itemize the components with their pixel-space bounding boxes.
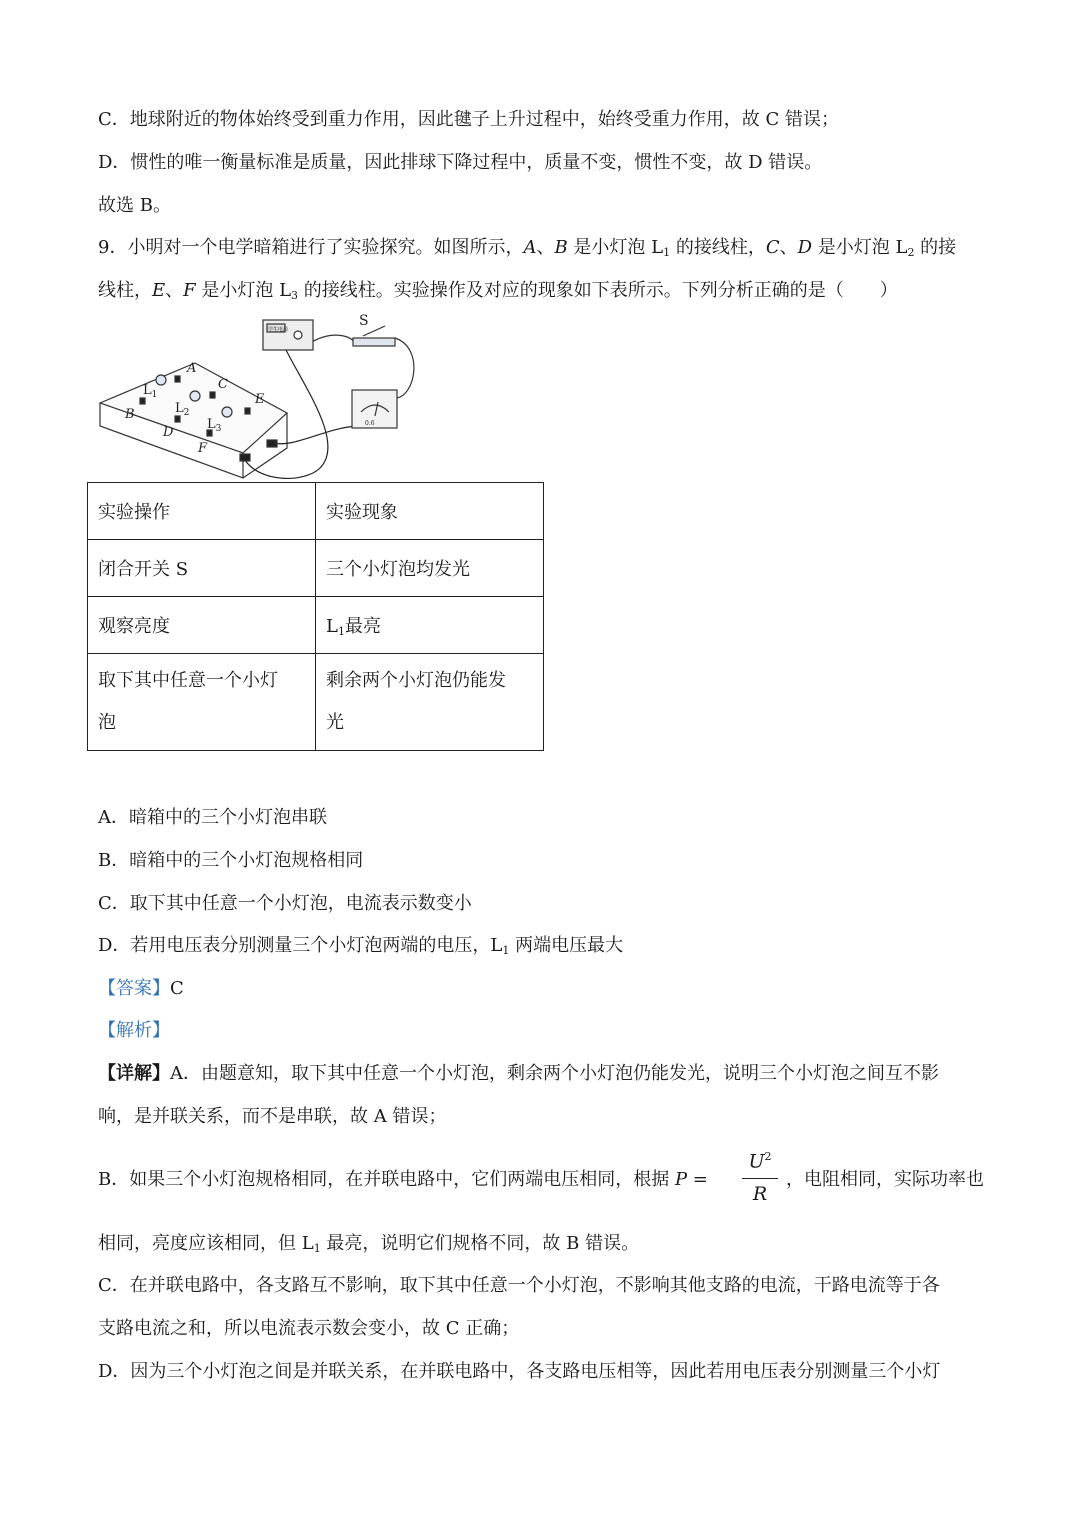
- terminal-label-e: E: [255, 392, 265, 407]
- detail-line: D．因为三个小灯泡之间是并联关系，在并联电路中，各支路电压相等，因此若用电压表分别测量三个小灯: [98, 1361, 941, 1382]
- table-cell: $L_1$最亮: [316, 597, 544, 654]
- bulb-label-1: $L_1$: [143, 383, 158, 400]
- switch-label: S: [359, 313, 369, 329]
- terminal-label-a: A: [187, 361, 197, 376]
- answer-line: 【答案】C: [98, 978, 184, 999]
- option-d: D．若用电压表分别测量三个小灯泡两端的电压，$L_1$ 两端电压最大: [98, 935, 624, 957]
- power-formula-fraction: $U^2$ R: [740, 1150, 780, 1211]
- circuit-figure: [95, 308, 425, 486]
- table-header-operation: 实验操作: [88, 483, 316, 540]
- text-line: 故选 B。: [98, 195, 171, 216]
- table-cell: 三个小灯泡均发光: [316, 540, 544, 597]
- detail-line: 【详解】A．由题意知，取下其中任意一个小灯泡，剩余两个小灯泡仍能发光，说明三个小灯泡之间互不影: [98, 1063, 939, 1084]
- terminal-label-d: D: [163, 425, 174, 440]
- table-cell: 闭合开关 S: [88, 540, 316, 597]
- question-9-line-2: 线柱，E、F 是小灯泡 $L_3$ 的接线柱。实验操作及对应的现象如下表所示。下列分析正确的是（ ）: [98, 280, 898, 302]
- table-cell: 取下其中任意一个小灯 泡: [88, 654, 316, 751]
- table-cell: 剩余两个小灯泡仍能发 光: [316, 654, 544, 751]
- question-9-line-1: 9．小明对一个电学暗箱进行了实验探究。如图所示，A、B 是小灯泡 $L_1$ 的接线柱，C、D 是小灯泡 $L_2$ 的接: [98, 237, 957, 259]
- table-cell: 观察亮度: [88, 597, 316, 654]
- detail-line: C．在并联电路中，各支路互不影响，取下其中任意一个小灯泡，不影响其他支路的电流，干路电流等于各: [98, 1275, 940, 1296]
- option-a: A．暗箱中的三个小灯泡串联: [98, 807, 327, 828]
- option-c: C．取下其中任意一个小灯泡，电流表示数变小: [98, 893, 472, 914]
- terminal-label-f: F: [198, 441, 208, 456]
- power-supply-label: 学生电源: [268, 327, 289, 333]
- experiment-table: [87, 482, 544, 751]
- option-b: B．暗箱中的三个小灯泡规格相同: [98, 850, 364, 871]
- detail-line-b-tail: ，电阻相同，实际功率也: [786, 1169, 984, 1190]
- detail-line: 相同，亮度应该相同，但 $L_1$ 最亮，说明它们规格不同，故 B 错误。: [98, 1233, 640, 1255]
- terminal-label-b: B: [125, 407, 135, 422]
- ammeter-scale-label: 0.6: [365, 420, 375, 427]
- analysis-heading: 【解析】: [98, 1020, 170, 1041]
- text-line: C．地球附近的物体始终受到重力作用，因此毽子上升过程中，始终受重力作用，故 C 错误；: [98, 109, 839, 130]
- bulb-label-2: $L_2$: [175, 401, 190, 418]
- terminal-label-c: C: [218, 377, 228, 392]
- table-header-phenomenon: 实验现象: [316, 483, 544, 540]
- detail-line: 响，是并联关系，而不是串联，故 A 错误；: [98, 1106, 447, 1127]
- detail-line-b: B．如果三个小灯泡规格相同，在并联电路中，它们两端电压相同，根据 P =: [98, 1169, 708, 1190]
- detail-line: 支路电流之和，所以电流表示数会变小，故 C 正确；: [98, 1318, 520, 1339]
- bulb-label-3: $L_3$: [207, 417, 222, 434]
- text-line: D．惯性的唯一衡量标准是质量，因此排球下降过程中，质量不变，惯性不变，故 D 错误。: [98, 152, 823, 173]
